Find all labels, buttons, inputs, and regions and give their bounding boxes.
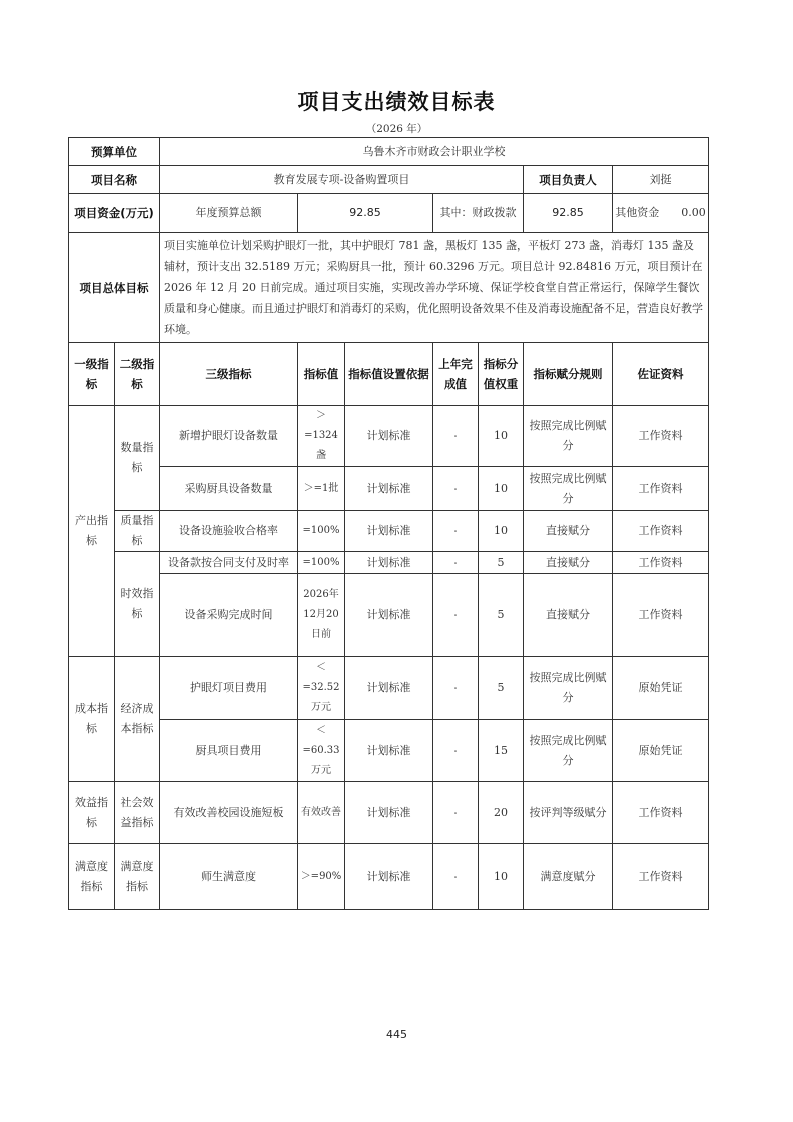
basis: 计划标准 (345, 552, 433, 574)
table-row (69, 844, 709, 910)
evidence: 工作资料 (613, 467, 709, 511)
col-header-level3: 三级指标 (160, 343, 298, 406)
budget-unit-label: 预算单位 (69, 138, 160, 166)
last-year: - (433, 552, 479, 574)
indicator-value: 2026年12月20日前 (298, 574, 345, 657)
budget-unit-row (69, 138, 709, 166)
table-row (69, 406, 709, 467)
rule: 按照完成比例赋分 (524, 467, 613, 511)
evidence: 工作资料 (613, 552, 709, 574)
last-year: - (433, 467, 479, 511)
indicator-value: ＞=1324盏 (298, 406, 345, 467)
table-row (69, 467, 709, 511)
leader-label: 项目负责人 (524, 166, 613, 194)
rule: 直接赋分 (524, 574, 613, 657)
rule: 按评判等级赋分 (524, 782, 613, 844)
group-cost: 成本指标 (69, 657, 115, 782)
rule: 满意度赋分 (524, 844, 613, 910)
col-header-level1: 一级指标 (69, 343, 115, 406)
last-year: - (433, 844, 479, 910)
project-name-label: 项目名称 (69, 166, 160, 194)
last-year: - (433, 511, 479, 552)
subgroup-quality: 质量指标 (115, 511, 160, 552)
table-row (69, 552, 709, 574)
weight: 15 (479, 720, 524, 782)
annual-total-label: 年度预算总额 (160, 194, 298, 233)
col-header-value: 指标值 (298, 343, 345, 406)
table-row (69, 782, 709, 844)
table-row (69, 511, 709, 552)
basis: 计划标准 (345, 720, 433, 782)
column-header-row (69, 343, 709, 406)
basis: 计划标准 (345, 782, 433, 844)
evidence: 工作资料 (613, 511, 709, 552)
basis: 计划标准 (345, 844, 433, 910)
goal-row (69, 233, 709, 343)
rule: 按照完成比例赋分 (524, 406, 613, 467)
col-header-level2: 二级指标 (115, 343, 160, 406)
group-output: 产出指标 (69, 406, 115, 657)
page-title: 项目支出绩效目标表 (297, 90, 496, 114)
fiscal-label: 其中：财政拨款 (433, 194, 524, 233)
col-header-weight: 指标分值权重 (479, 343, 524, 406)
basis: 计划标准 (345, 657, 433, 720)
basis: 计划标准 (345, 511, 433, 552)
subgroup-timeliness: 时效指标 (115, 552, 160, 657)
fiscal-value: 92.85 (524, 194, 613, 233)
subgroup-quantity: 数量指标 (115, 406, 160, 511)
last-year: - (433, 720, 479, 782)
weight: 5 (479, 552, 524, 574)
indicator-value: 有效改善 (298, 782, 345, 844)
indicator: 设备采购完成时间 (160, 574, 298, 657)
goal-text: 项目实施单位计划采购护眼灯一批，其中护眼灯 781 盏，黑板灯 135 盏，平板灯 273 盏，消毒灯 135 盏及辅材，预计支出 32.5189 万元；采购厨具一批，预计 60.3296 万元。项目总计 92.84816 万元，项目预计在 2026 年 12 月 20 日前完成。通过项目实施，实现改善办学环境、保证学校食堂自营正常运行，保障学生餐饮质量和身心健康。而且通过护眼灯和消毒灯的采购，优化照明设备效果不佳及消毒设施配备不足，营造良好教学环境。 (160, 233, 709, 343)
group-benefit: 效益指标 (69, 782, 115, 844)
evidence: 原始凭证 (613, 720, 709, 782)
subgroup-social-benefit: 社会效益指标 (115, 782, 160, 844)
rule: 直接赋分 (524, 511, 613, 552)
indicator: 采购厨具设备数量 (160, 467, 298, 511)
table-row (69, 574, 709, 657)
annual-total-value: 92.85 (298, 194, 433, 233)
other-funds-label: 其他资金 (615, 206, 660, 219)
leader-value: 刘挺 (613, 166, 709, 194)
col-header-evidence: 佐证资料 (613, 343, 709, 406)
evidence: 工作资料 (613, 574, 709, 657)
subgroup-economic-cost: 经济成本指标 (115, 657, 160, 782)
basis: 计划标准 (345, 467, 433, 511)
evidence: 原始凭证 (613, 657, 709, 720)
funds-label: 项目资金(万元) (69, 194, 160, 233)
budget-unit-value: 乌鲁木齐市财政会计职业学校 (160, 138, 709, 166)
col-header-basis: 指标值设置依据 (345, 343, 433, 406)
indicator-value: ＜=60.33万元 (298, 720, 345, 782)
indicator: 师生满意度 (160, 844, 298, 910)
weight: 10 (479, 844, 524, 910)
weight: 10 (479, 406, 524, 467)
performance-table (68, 137, 709, 910)
goal-label: 项目总体目标 (69, 233, 160, 343)
indicator: 设备设施验收合格率 (160, 511, 298, 552)
funds-row (69, 194, 709, 233)
subgroup-satisfaction: 满意度指标 (115, 844, 160, 910)
rule: 按照完成比例赋分 (524, 657, 613, 720)
year-subtitle: （2026 年） (365, 123, 428, 135)
col-header-rule: 指标赋分规则 (524, 343, 613, 406)
indicator-value: =100% (298, 552, 345, 574)
table-row (69, 720, 709, 782)
indicator: 有效改善校园设施短板 (160, 782, 298, 844)
weight: 10 (479, 511, 524, 552)
weight: 20 (479, 782, 524, 844)
indicator-value: =100% (298, 511, 345, 552)
project-name-row (69, 166, 709, 194)
table-row (69, 657, 709, 720)
indicator: 设备款按合同支付及时率 (160, 552, 298, 574)
indicator: 厨具项目费用 (160, 720, 298, 782)
evidence: 工作资料 (613, 782, 709, 844)
basis: 计划标准 (345, 574, 433, 657)
evidence: 工作资料 (613, 844, 709, 910)
basis: 计划标准 (345, 406, 433, 467)
rule: 直接赋分 (524, 552, 613, 574)
weight: 5 (479, 574, 524, 657)
page-number: 445 (386, 1028, 407, 1041)
indicator-value: ＞=1批 (298, 467, 345, 511)
other-funds-value: 0.00 (681, 206, 706, 219)
evidence: 工作资料 (613, 406, 709, 467)
other-funds-cell (613, 194, 709, 233)
col-header-last-year: 上年完成值 (433, 343, 479, 406)
indicator: 新增护眼灯设备数量 (160, 406, 298, 467)
last-year: - (433, 574, 479, 657)
last-year: - (433, 406, 479, 467)
last-year: - (433, 657, 479, 720)
rule: 按照完成比例赋分 (524, 720, 613, 782)
weight: 5 (479, 657, 524, 720)
indicator-value: ＜=32.52万元 (298, 657, 345, 720)
project-name-value: 教育发展专项-设备购置项目 (160, 166, 524, 194)
indicator-value: ＞=90% (298, 844, 345, 910)
last-year: - (433, 782, 479, 844)
group-satisfaction: 满意度指标 (69, 844, 115, 910)
indicator: 护眼灯项目费用 (160, 657, 298, 720)
weight: 10 (479, 467, 524, 511)
